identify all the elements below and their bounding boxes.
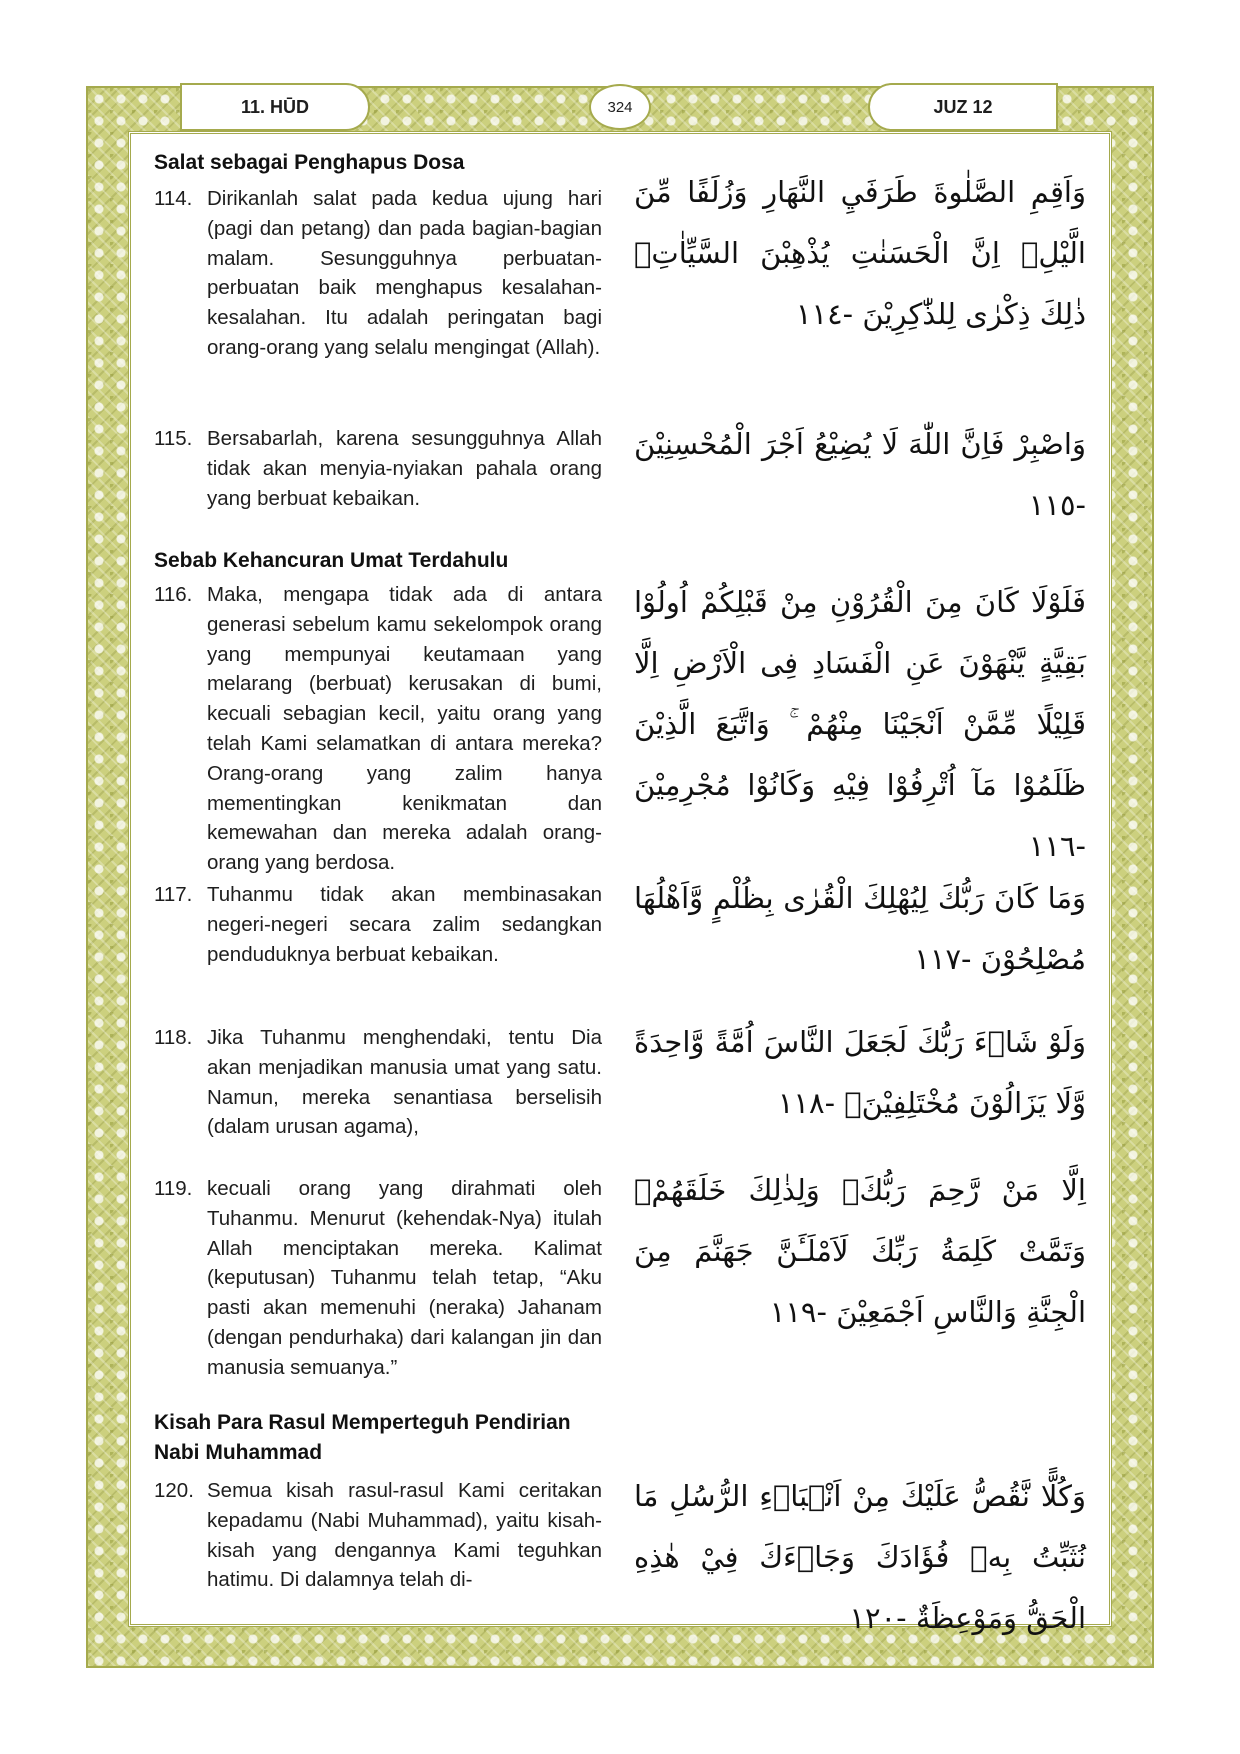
verse-number: 116. xyxy=(154,583,193,606)
verse-arabic: وَاَقِمِ الصَّلٰوةَ طَرَفَيِ النَّهَارِ وَزُلَفًا مِّنَ الَّيْلِۗ اِنَّ الْحَسَنٰتِ يُذْهِبْنَ السَّيِّاٰتِۗ ذٰلِكَ ذِكْرٰى لِلذّٰكِرِيْنَ -١١٤ xyxy=(634,175,1086,331)
verse-translation: Maka, mengapa tidak ada di antara generasi sebelum kamu sekelompok orang yang mempunyai keutamaan yang melarang (berbuat) kerusakan di bumi, kecuali sebagian kecil, yaitu orang yang telah Kami selamatkan di antara mereka? Orang-orang yang zalim hanya mementingkan kenikmatan dan kemewahan dan mereka adalah orang-orang yang berdosa. xyxy=(207,583,602,875)
verse-arabic: وَاصْبِرْ فَاِنَّ اللّٰهَ لَا يُضِيْعُ اَجْرَ الْمُحْسِنِيْنَ -١١٥ xyxy=(634,427,1086,522)
verse-translation: Semua kisah rasul-rasul Kami ceritakan kepadamu (Nabi Muhammad), yaitu kisah-kisah yang dengannya Kami teguhkan hatimu. Di dalamnya telah di- xyxy=(207,1479,602,1592)
surah-header: 11. HŪD xyxy=(180,83,370,131)
section-title: Kisah Para Rasul Memperteguh Pendirian Nabi Muhammad xyxy=(154,1411,571,1464)
verse-arabic: وَلَوْ شَاۤءَ رَبُّكَ لَجَعَلَ النَّاسَ اُمَّةً وَّاحِدَةً وَّلَا يَزَالُوْنَ مُخْتَلِفِيْنَۙ -١١٨ xyxy=(634,1025,1086,1120)
section-title: Sebab Kehancuran Umat Terdahulu xyxy=(154,549,509,572)
verse-number: 119. xyxy=(154,1177,193,1200)
verse-arabic: فَلَوْلَا كَانَ مِنَ الْقُرُوْنِ مِنْ قَبْلِكُمْ اُولُوْا بَقِيَّةٍ يَّنْهَوْنَ عَنِ الْفَسَادِ فِى الْاَرْضِ اِلَّا قَلِيْلًا مِّمَّنْ اَنْجَيْنَا مِنْهُمْ ۚ وَاتَّبَعَ الَّذِيْنَ ظَلَمُوْا مَآ اُتْرِفُوْا فِيْهِ وَكَانُوْا مُجْرِمِيْنَ -١١٦ xyxy=(634,585,1086,863)
verse-translation: Dirikanlah salat pada kedua ujung hari (pagi dan petang) dan pada bagian-bagian malam. Sesungguhnya perbuatan-perbuatan baik menghapus kesalahan-kesalahan. Itu adalah peringatan bagi orang-orang yang selalu mengingat (Allah). xyxy=(207,187,602,359)
verse-number: 115. xyxy=(154,427,193,450)
verse-number: 117. xyxy=(154,883,193,906)
page-number: 324 xyxy=(589,84,651,130)
section-title: Salat sebagai Penghapus Dosa xyxy=(154,151,465,174)
verse-arabic: وَمَا كَانَ رَبُّكَ لِيُهْلِكَ الْقُرٰى بِظُلْمٍ وَّاَهْلُهَا مُصْلِحُوْنَ -١١٧ xyxy=(634,881,1086,976)
verse-arabic: وَكُلًّا نَّقُصُّ عَلَيْكَ مِنْ اَنْۢبَاۤءِ الرُّسُلِ مَا نُثَبِّتُ بِهٖ فُؤَادَكَ وَجَاۤءَكَ فِيْ هٰذِهِ الْحَقُّ وَمَوْعِظَةٌ -١٢٠ xyxy=(634,1479,1086,1635)
verse-number: 120. xyxy=(154,1479,194,1502)
verse-translation: Tuhanmu tidak akan membinasakan negeri-negeri secara zalim sedangkan penduduknya berbuat kebaikan. xyxy=(207,883,602,966)
verse-translation: Bersabarlah, karena sesungguhnya Allah tidak akan menyia-nyiakan pahala orang yang berbuat kebaikan. xyxy=(207,427,602,510)
verse-number: 118. xyxy=(154,1026,193,1049)
verse-translation: kecuali orang yang dirahmati oleh Tuhanmu. Menurut (kehendak-Nya) itulah Allah menciptakan mereka. Kalimat (keputusan) Tuhanmu telah tetap, “Aku pasti akan memenuhi (neraka) Jahanam (dengan pendurhaka) dari kalangan jin dan manusia semuanya.” xyxy=(207,1177,602,1379)
verse-number: 114. xyxy=(154,187,193,210)
juz-header: JUZ 12 xyxy=(868,83,1058,131)
verse-translation: Jika Tuhanmu menghendaki, tentu Dia akan menjadikan manusia umat yang satu. Namun, mereka senantiasa berselisih (dalam urusan agama), xyxy=(207,1026,602,1139)
verse-arabic: اِلَّا مَنْ رَّحِمَ رَبُّكَۗ وَلِذٰلِكَ خَلَقَهُمْۗ وَتَمَّتْ كَلِمَةُ رَبِّكَ لَاَمْلَـَٔنَّ جَهَنَّمَ مِنَ الْجِنَّةِ وَالنَّاسِ اَجْمَعِيْنَ -١١٩ xyxy=(634,1173,1086,1329)
page-body xyxy=(154,148,1086,1635)
